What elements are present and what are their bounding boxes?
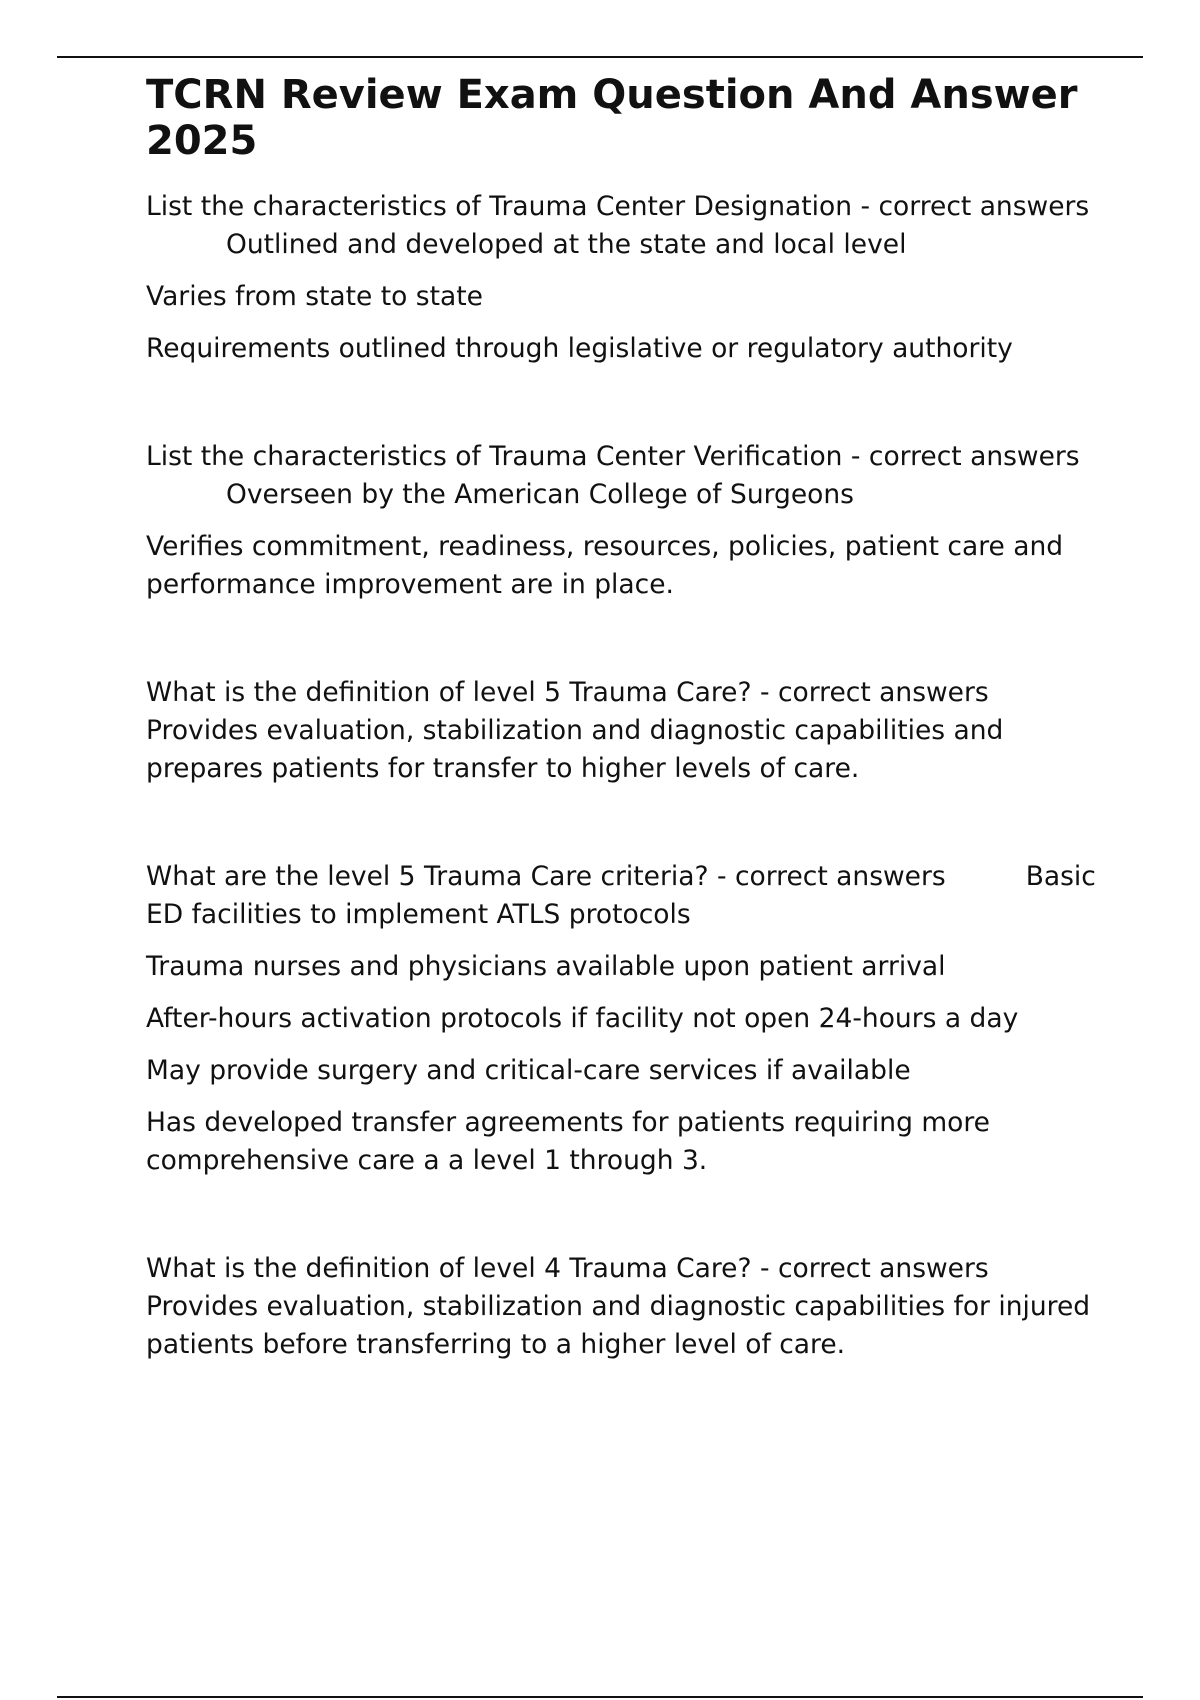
question-paragraph [146, 858, 1096, 934]
question-paragraph [146, 674, 1096, 788]
document-title: TCRN Review Exam Question And Answer 2025 [146, 72, 1078, 164]
qa-list [146, 188, 1096, 1364]
answer-line: Provides evaluation, stabilization and diagnostic capabilities and prepares patients for transfer to higher levels of care. [146, 715, 1004, 784]
answer-line: Outlined and developed at the state and local level [226, 229, 907, 260]
qa-item [146, 858, 1096, 1180]
answer-line: After-hours activation protocols if facility not open 24-hours a day [146, 1003, 1019, 1034]
bottom-rule [57, 1696, 1143, 1698]
answer-line: Trauma nurses and physicians available upon patient arrival [146, 951, 946, 982]
answer-line: Varies from state to state [146, 281, 483, 312]
question-paragraph [146, 1250, 1096, 1364]
question-text: List the characteristics of Trauma Center Verification [146, 441, 843, 472]
answer-separator: - correct answers [860, 191, 1090, 222]
answer-separator: - correct answers [850, 441, 1080, 472]
question-paragraph [146, 438, 1096, 514]
answer-line: May provide surgery and critical-care services if available [146, 1055, 911, 1086]
question-text: What is the definition of level 4 Trauma Care? [146, 1253, 752, 1284]
answer-line: Verifies commitment, readiness, resources, policies, patient care and performance improvement are in place. [146, 531, 1064, 600]
qa-item [146, 1250, 1096, 1364]
top-rule [57, 56, 1143, 58]
qa-item [146, 188, 1096, 368]
question-text: What are the level 5 Trauma Care criteria? [146, 861, 709, 892]
question-paragraph [146, 188, 1096, 264]
answer-separator: - correct answers [759, 677, 989, 708]
answer-line: Provides evaluation, stabilization and diagnostic capabilities for injured patients before transferring to a higher level of care. [146, 1291, 1091, 1360]
answer-line: Has developed transfer agreements for patients requiring more comprehensive care a a level 1 through 3. [146, 1107, 990, 1176]
qa-item [146, 674, 1096, 788]
answer-separator: - correct answers [759, 1253, 989, 1284]
answer-line: Requirements outlined through legislative or regulatory authority [146, 333, 1013, 364]
document-body [146, 72, 1096, 1434]
answer-separator: - correct answers [716, 861, 946, 892]
answer-line: Overseen by the American College of Surgeons [226, 479, 854, 510]
question-text: What is the definition of level 5 Trauma Care? [146, 677, 752, 708]
answer-line: Basic ED facilities to implement ATLS protocols [146, 861, 1096, 930]
question-text: List the characteristics of Trauma Center Designation [146, 191, 853, 222]
qa-item [146, 438, 1096, 604]
